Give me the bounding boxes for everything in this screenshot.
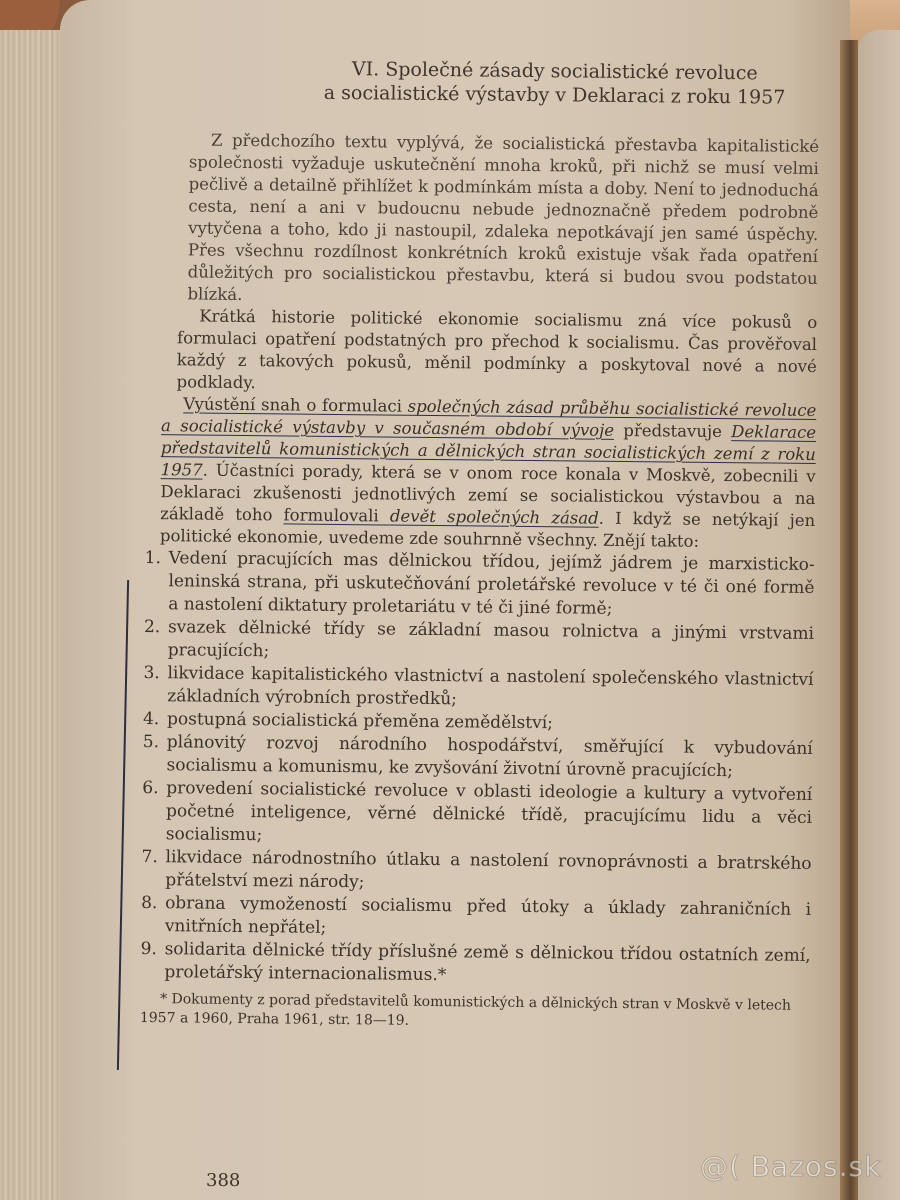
list-item bbox=[141, 846, 811, 899]
paragraph-2: Krátká historie politické ekonomie socialismu zná více pokusů o formulaci opatření podstatných pro přechod k socialismu. Čas prověřoval každý z takových pokusů, měnil podmínky a poskytoval nové a nové podklady. bbox=[176, 306, 818, 393]
list-item bbox=[142, 731, 812, 784]
list-item bbox=[144, 547, 815, 623]
list-text: postupná socialistická přeměna zemědělství; bbox=[166, 709, 554, 734]
principles-list bbox=[140, 547, 815, 991]
underlined-italic-text: devět společných zásad bbox=[389, 506, 599, 528]
list-number: 7. bbox=[141, 846, 158, 868]
list-item bbox=[142, 777, 813, 853]
list-item bbox=[140, 938, 810, 991]
list-text: likvidace národnostního útlaku a nastolení rovnoprávnosti a bratrského přátelství mezi národy; bbox=[165, 847, 812, 893]
paragraph-1: Z předchozího textu vyplývá, že socialistická přestavba kapitalistické společnosti vyžaduje uskutečnění mnoha kroků, při nichž se musí velmi pečlivě a detailně přihlížet k podmínkám místa a doby. Není to jednoduchá cesta, není a ani v budoucnu nebude jednoznačně předem podrobně vytyčena a toho, kdo ji nastoupil, zdaleka nepotkávají jen samé úspěchy. Přes všechnu rozdílnost konkrétních kroků existuje však řada opatření důležitých pro socialistickou přestavbu, která si budou svou podstatou blízká. bbox=[187, 130, 820, 304]
list-number: 6. bbox=[142, 777, 159, 799]
text: představuje bbox=[613, 420, 732, 442]
paragraph-3 bbox=[160, 393, 817, 554]
page-number: 388 bbox=[206, 1170, 241, 1191]
list-number: 9. bbox=[140, 938, 157, 960]
opposite-page bbox=[858, 30, 900, 1200]
section-title-line-2: a socialistické výstavby v Deklaraci z roku 1957 bbox=[323, 81, 786, 109]
list-text: solidarita dělnické třídy příslušné země s dělnickou třídou ostatních zemí, proletářský internacionalismus.* bbox=[164, 939, 811, 986]
underlined-italic-text: společných zásad průběhu socialistické revoluce a socialistické výstavby v současném období vývoje bbox=[161, 396, 817, 440]
section-title-line-1: VI. Společné zásady socialistické revoluce bbox=[351, 58, 758, 85]
list-number: 5. bbox=[142, 731, 160, 753]
list-text: svazek dělnické třídy se základní masou rolnictva a jinými vrstvami pracujících; bbox=[167, 617, 815, 662]
underlined-text: Vyústění snah o formulaci bbox=[183, 394, 408, 416]
text: . Účastníci porady, která se v onom roce konala v Moskvě, zobecnili v Deklaraci zkušenosti jednotlivých zemí se socialistickou výstavbou a na základě toho bbox=[160, 460, 816, 525]
text: . I když se netýkají jen politické ekonomie, uvedeme zde souhrnně všechny. Znějí takto: bbox=[159, 508, 816, 551]
list-number: 2. bbox=[143, 616, 161, 638]
list-number: 3. bbox=[143, 662, 160, 684]
list-item bbox=[143, 662, 813, 715]
footnote: * Dokumenty z porad představitelů komunistických a dělnických stran v Moskvě v letech 1957 a 1960, Praha 1961, str. 18—19. bbox=[139, 991, 792, 1029]
watermark-logo: @( Bazos.sk bbox=[700, 1150, 882, 1183]
list-number: 8. bbox=[141, 892, 158, 914]
list-text: provedení socialistické revoluce v oblasti ideologie a kultury a vytvoření početné inteligence, věrné dělnické třídě, pracujícímu lidu a věci socialismu; bbox=[165, 778, 813, 846]
book-gutter bbox=[840, 40, 858, 1200]
underlined-text: formulovali bbox=[283, 505, 391, 526]
list-text: plánovitý rozvoj národního hospodářství, směřující k vybudování socialismu a komunismu, ke zvyšování životní úrovně pracujících; bbox=[166, 732, 813, 782]
list-item bbox=[144, 616, 814, 669]
list-text: likvidace kapitalistického vlastnictví a nastolení společenského vlastnictví základních výrobních prostředků; bbox=[167, 663, 814, 710]
page-content bbox=[140, 55, 820, 1049]
list-number: 4. bbox=[142, 708, 160, 730]
list-text: obrana vymožeností socialismu před útoky a úklady zahraničních i vnitřních nepřátel; bbox=[164, 893, 812, 938]
list-number: 1. bbox=[144, 547, 162, 569]
underlined-italic-text: Deklarace představitelů komunistických a dělnických stran socialistických zemí z roku 1957 bbox=[160, 422, 817, 480]
list-item bbox=[141, 892, 811, 945]
section-title bbox=[289, 56, 819, 110]
list-text: Vedení pracujících mas dělnickou třídou, jejímž jádrem je marxisticko-leninská strana, při uskutečňování proletářské revoluce v té či oné formě a nastolení diktatury proletariátu v té či jiné formě; bbox=[168, 548, 815, 619]
